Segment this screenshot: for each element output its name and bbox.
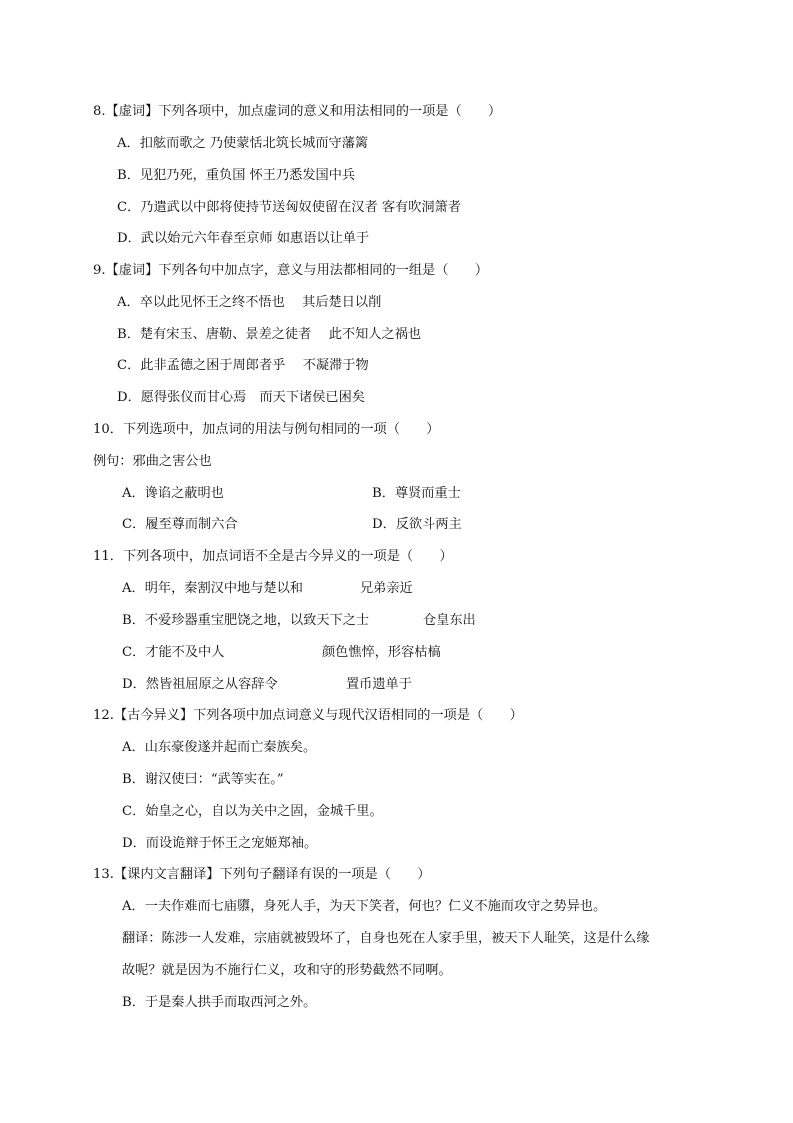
- question-13-option-b: B．于是秦人拱手而取西河之外。: [122, 995, 317, 1010]
- question-11-option-b: B．不爱珍器重宝肥饶之地，以致天下之士: [122, 613, 370, 628]
- question-11-option-a-second: 兄弟亲近: [360, 581, 413, 596]
- question-8-option-c: C．乃遣武以中郎将使持节送匈奴使留在汉者 客有吹洞箫者: [117, 200, 461, 215]
- question-11-option-c: C．才能不及中人: [122, 645, 225, 660]
- question-10-option-c: C．履至尊而制六合: [122, 517, 238, 532]
- question-12-stem: 12.【古今异义】下列各项中加点词意义与现代汉语相同的一项是（ ）: [93, 708, 523, 723]
- question-12-option-c: C．始皇之心，自以为关中之固，金城千里。: [122, 804, 383, 819]
- question-9-option-b: B．楚有宋玉、唐勒、景差之徒者 此不知人之祸也: [117, 327, 422, 342]
- question-8-stem: 8.【虚词】下列各项中，加点虚词的意义和用法相同的一项是（ ）: [93, 104, 502, 119]
- question-13-option-a: A．一夫作难而七庙隳，身死人手，为天下笑者，何也？仁义不施而攻守之势异也。: [122, 899, 607, 914]
- question-11-option-a: A．明年，秦割汉中地与楚以和: [122, 581, 303, 596]
- question-13-stem: 13.【课内文言翻译】下列句子翻译有误的一项是（ ）: [93, 867, 431, 882]
- question-10-option-d: D．反欲斗两主: [372, 517, 462, 532]
- question-10-stem: 10．下列选项中，加点词的用法与例句相同的一项（ ）: [93, 422, 440, 437]
- question-8-option-a: A．扣舷而歌之 乃使蒙恬北筑长城而守藩篱: [117, 136, 369, 151]
- question-10-option-b: B．尊贤而重士: [372, 486, 461, 501]
- question-9-option-c: C．此非孟德之困于周郎者乎 不凝滞于物: [117, 358, 369, 373]
- question-12-option-b: B．谢汉使曰：“武等实在。”: [122, 772, 284, 787]
- question-9-option-d: D．愿得张仪而甘心焉 而天下诸侯已困矣: [117, 390, 365, 405]
- question-12-option-d: D．而设诡辩于怀王之宠姬郑袖。: [122, 836, 318, 851]
- question-10-example: 例句：邪曲之害公也: [93, 454, 212, 469]
- question-9-stem: 9.【虚词】下列各句中加点字，意义与用法都相同的一组是（ ）: [93, 263, 489, 278]
- question-13-translation-line-2: 故呢？就是因为不施行仁义，攻和守的形势截然不同啊。: [122, 963, 452, 978]
- question-11-option-c-second: 颜色憔悴，形容枯槁: [322, 645, 441, 660]
- question-10-option-a: A．谗谄之蔽明也: [122, 486, 224, 501]
- question-11-stem: 11．下列各项中，加点词语不全是古今异义的一项是（ ）: [93, 549, 453, 564]
- question-11-option-d: D．然皆祖屈原之从容辞令: [122, 677, 278, 692]
- question-8-option-b: B．见犯乃死，重负国 怀王乃悉发国中兵: [117, 168, 356, 183]
- question-9-option-a: A．卒以此见怀王之终不悟也 其后楚日以削: [117, 295, 382, 310]
- question-8-option-d: D．武以始元六年春至京师 如惠语以让单于: [117, 231, 370, 246]
- question-12-option-a: A．山东豪俊遂并起而亡秦族矣。: [122, 740, 317, 755]
- question-11-option-b-second: 仓皇东出: [423, 613, 476, 628]
- question-13-translation-line-1: 翻译：陈涉一人发难，宗庙就被毁坏了，自身也死在人家手里，被天下人耻笑，这是什么缘: [122, 931, 650, 946]
- question-11-option-d-second: 置币遗单于: [346, 677, 412, 692]
